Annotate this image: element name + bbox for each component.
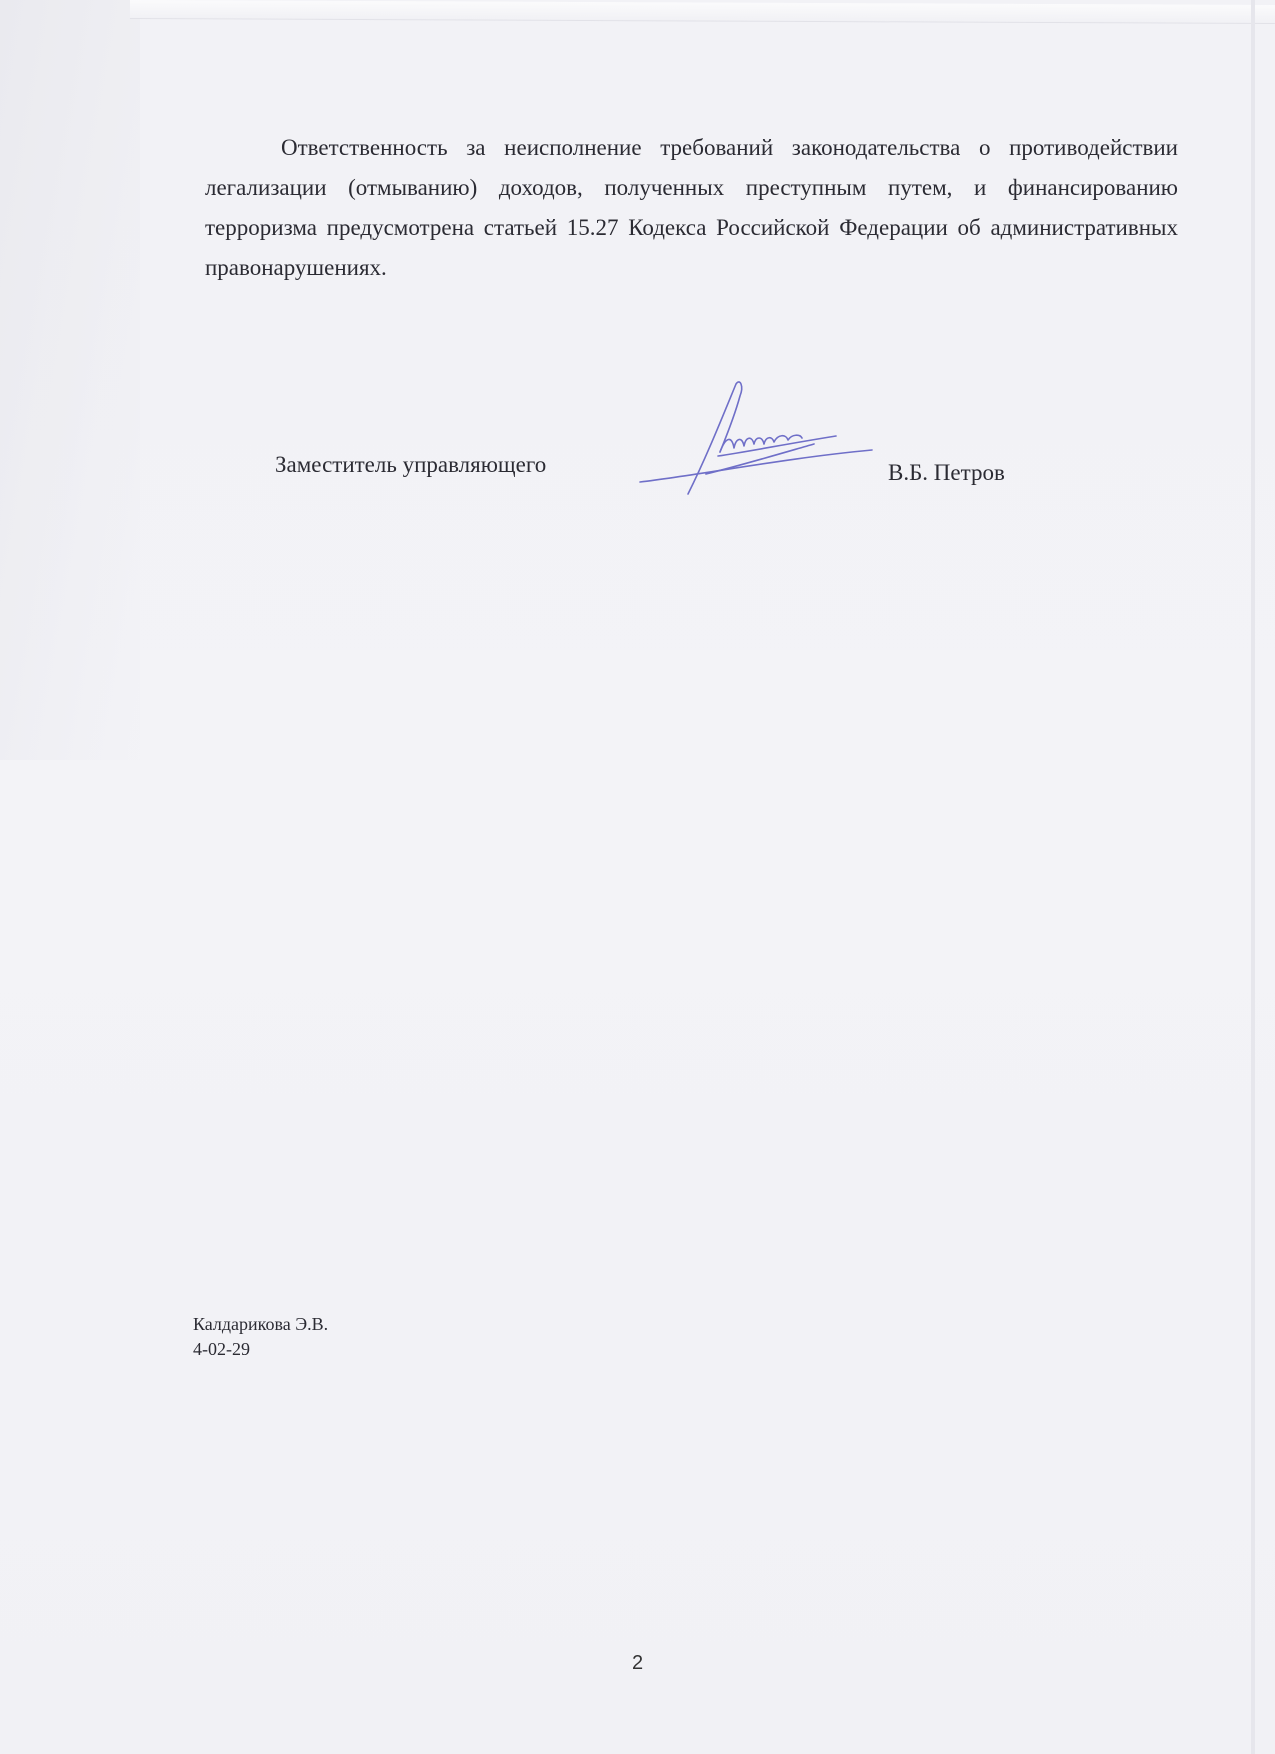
signatory-position: Заместитель управляющего: [275, 452, 547, 477]
page-number: 2: [631, 1652, 644, 1674]
handwritten-signature: [636, 378, 876, 498]
executor-block: [193, 1312, 328, 1362]
signatory-name: В.Б. Петров: [888, 460, 1005, 485]
page-top-edge: [130, 0, 1275, 24]
liability-paragraph: Ответственность за неисполнение требований законодательства о противодействии легализации (отмыванию) доходов, полученных преступным путем, и финансированию терроризма предусмотрена статьей 15.27 Кодекса Российской Федерации об административных правонарушениях.: [205, 135, 1178, 280]
executor-name: Калдарикова Э.В.: [193, 1314, 329, 1334]
page-right-edge: [1251, 0, 1255, 1754]
executor-phone: 4-02-29: [193, 1339, 250, 1359]
